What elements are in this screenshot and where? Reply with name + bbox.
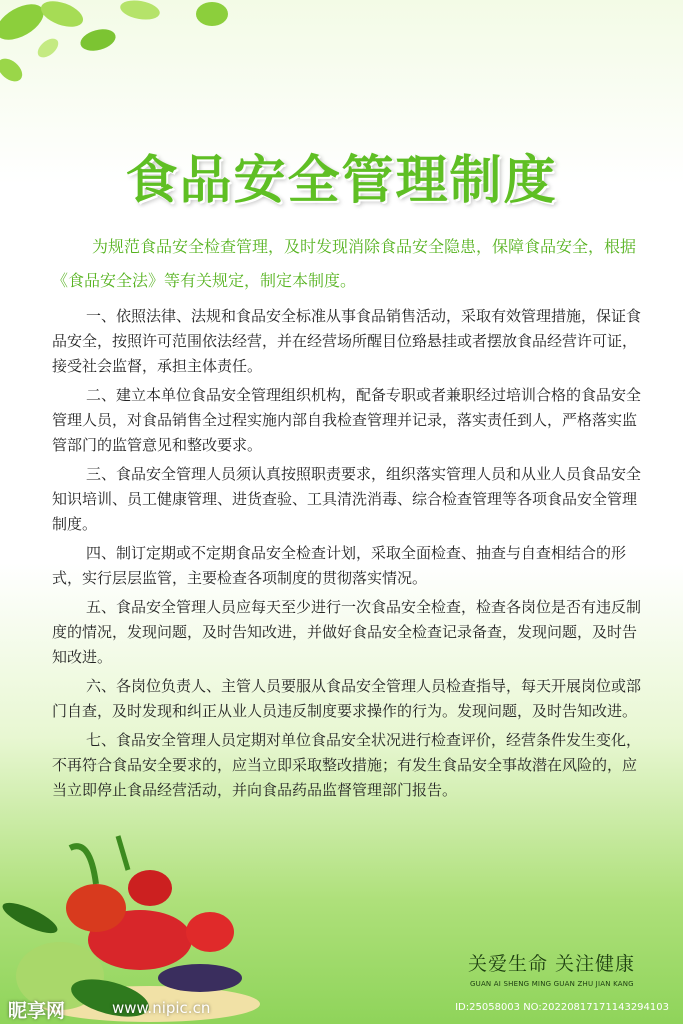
page-title: 食品安全管理制度 (125, 151, 558, 211)
watermark-brand: 昵享网 (8, 1000, 66, 1022)
slogan: 关爱生命 关注健康 (468, 953, 636, 975)
watermark-url: www.nipic.cn (112, 999, 211, 1017)
slogan-pinyin: GUAN AI SHENG MING GUAN ZHU JIAN KANG (470, 980, 634, 988)
intro-paragraph (52, 230, 642, 298)
rule-item: 六、各岗位负责人、主管人员要服从食品安全管理人员检查指导，每天开展岗位或部门自查，及时发现和纠正从业人员违反制度要求操作的行为。发现问题，及时告知改进。 (52, 677, 642, 720)
watermark-id: ID:25058003 NO:20220817171143294103 (455, 1002, 669, 1013)
rule-item: 一、依照法律、法规和食品安全标准从事食品销售活动，采取有效管理措施，保证食品安全，按照许可范围依法经营，并在经营场所醒目位臵悬挂或者摆放食品经营许可证，接受社会监督，承担主体责任。 (52, 307, 642, 375)
rule-item: 三、食品安全管理人员须认真按照职责要求，组织落实管理人员和从业人员食品安全知识培训、员工健康管理、进货查验、工具清洗消毒、综合检查管理等各项食品安全管理制度。 (52, 465, 642, 533)
rule-item: 七、食品安全管理人员定期对单位食品安全状况进行检查评价，经营条件发生变化，不再符合食品安全要求的，应当立即采取整改措施；有发生食品安全事故潜在风险的，应当立即停止食品经营活动，并向食品药品监督管理部门报告。 (52, 731, 642, 799)
rule-item: 二、建立本单位食品安全管理组织机构，配备专职或者兼职经过培训合格的食品安全管理人员，对食品销售全过程实施内部自我检查管理并记录，落实责任到人，严格落实监管部门的监管意见和整改要求。 (52, 386, 642, 454)
rules-list (52, 304, 642, 807)
intro-text: 为规范食品安全检查管理，及时发现消除食品安全隐患，保障食品安全，根据《食品安全法》等有关规定，制定本制度。 (52, 237, 637, 290)
leaf-decoration (0, 0, 240, 90)
vegetables-illustration (0, 828, 270, 1024)
rule-item: 五、食品安全管理人员应每天至少进行一次食品安全检查，检查各岗位是否有违反制度的情况，发现问题，及时告知改进，并做好食品安全检查记录备查，发现问题，及时告知改进。 (52, 598, 642, 666)
rule-item: 四、制订定期或不定期食品安全检查计划，采取全面检查、抽查与自查相结合的形式，实行层层监管，主要检查各项制度的贯彻落实情况。 (52, 544, 627, 587)
